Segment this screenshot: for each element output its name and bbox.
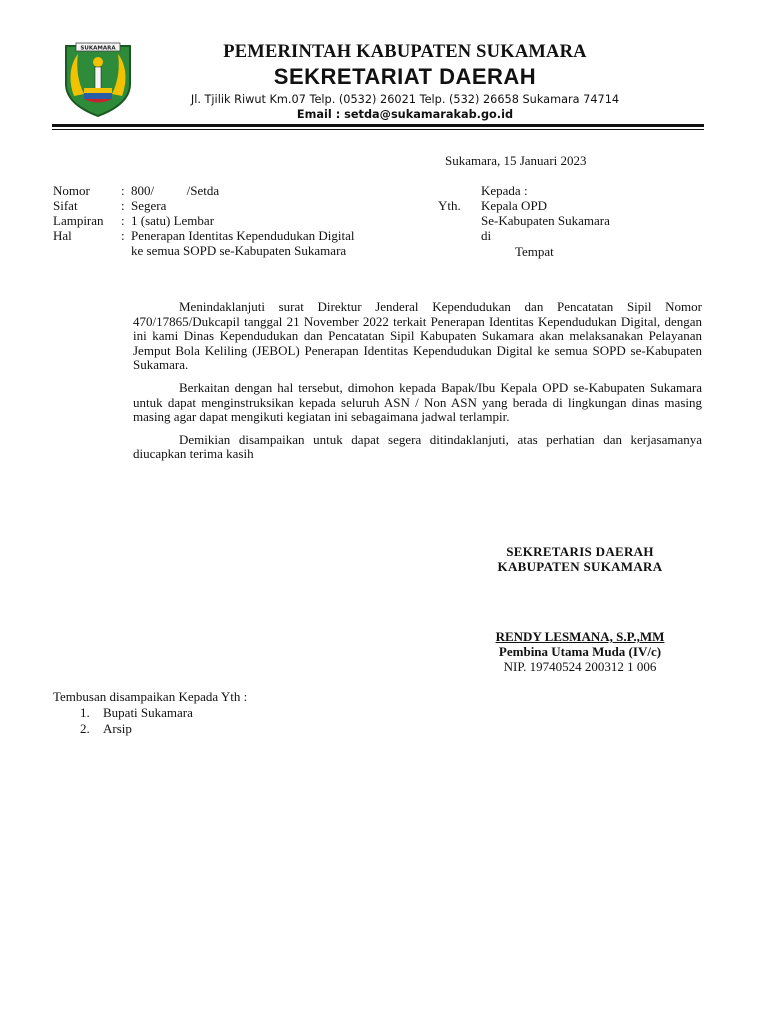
svg-text:SUKAMARA: SUKAMARA	[80, 45, 116, 52]
meta-label: Nomor	[53, 183, 90, 198]
body-paragraph: Menindaklanjuti surat Direktur Jenderal Kependudukan dan Pencatatan Sipil Nomor 470/17865/Dukcapil tanggal 21 November 2022 terkait Penerapan Identitas Kependudukan Digital, dengan ini kami Dinas Kependudukan dan Pencatatan Sipil Kabupaten Sukamara akan melaksanakan Pelayanan Jemput Bola Keliling (JEBOL) Penerapan Identitas Kependudukan Digital ke semua SOPD se-Kabupaten Sukamara.	[133, 299, 702, 373]
body-paragraph: Demikian disampaikan untuk dapat segera ditindaklanjuti, atas perhatian dan kerjasamanya diucapkan terima kasih	[133, 431, 702, 462]
addressee-kepada: Kepada :	[481, 183, 528, 198]
signatory-nip: NIP. 19740524 200312 1 006	[503, 659, 657, 674]
meta-row-sifat	[53, 198, 354, 213]
cc-item-number: 2.	[80, 721, 90, 736]
addressee-line: Se-Kabupaten Sukamara	[481, 213, 610, 228]
addressee-line: Kepala OPD	[481, 198, 548, 213]
meta-row-lampiran	[53, 213, 354, 228]
cc-title: Tembusan disampaikan Kepada Yth :	[53, 689, 248, 704]
addressee-line: di	[481, 228, 492, 243]
meta-label: Lampiran	[53, 213, 104, 228]
meta-label: Hal	[53, 228, 72, 243]
meta-colon: :	[121, 213, 125, 228]
cc-item	[80, 705, 193, 721]
meta-value: 1 (satu) Lembar	[131, 213, 215, 228]
letter-body	[133, 300, 702, 470]
place-date: Sukamara, 15 Januari 2023	[445, 153, 587, 168]
cc-item-text: Arsip	[103, 721, 132, 736]
cc-item-number: 1.	[80, 705, 90, 720]
meta-colon: :	[121, 183, 125, 198]
letter-meta	[53, 183, 354, 258]
cc-item	[80, 721, 193, 737]
meta-value-continued: ke semua SOPD se-Kabupaten Sukamara	[131, 243, 347, 258]
signature-title-line1: SEKRETARIS DAERAH	[506, 544, 654, 559]
office-name: SEKRETARIAT DAERAH	[273, 64, 537, 89]
letterhead-rule-thick	[52, 124, 704, 127]
signatory-rank: Pembina Utama Muda (IV/c)	[498, 644, 662, 659]
signature-title-line2: KABUPATEN SUKAMARA	[497, 559, 663, 574]
meta-value: Segera	[131, 198, 167, 213]
meta-value: Penerapan Identitas Kependudukan Digital	[131, 228, 355, 243]
meta-label: Sifat	[53, 198, 78, 213]
addressee-yth: Yth.	[438, 198, 461, 213]
cc-item-text: Bupati Sukamara	[103, 705, 193, 720]
meta-colon: :	[121, 198, 125, 213]
body-paragraph: Berkaitan dengan hal tersebut, dimohon kepada Bapak/Ibu Kepala OPD se-Kabupaten Sukamara untuk dapat menginstruksikan kepada seluruh ASN / Non ASN yang berada di lingkungan dinas masing masing agar dapat mengikuti kegiatan ini sebagaimana jadwal terlampir.	[133, 379, 702, 425]
letterhead-rule-thin	[52, 129, 704, 130]
government-name: PEMERINTAH KABUPATEN SUKAMARA	[223, 42, 587, 62]
signature-title	[440, 544, 720, 574]
meta-row-hal-cont	[53, 243, 354, 258]
meta-row-hal	[53, 228, 354, 243]
meta-value: 800/ /Setda	[131, 183, 220, 198]
cc-list	[80, 705, 193, 737]
office-email: Email : setda@sukamarakab.go.id	[296, 108, 514, 121]
meta-row-nomor	[53, 183, 354, 198]
signatory-name: RENDY LESMANA, S.P.,MM	[495, 629, 665, 644]
meta-colon: :	[121, 228, 125, 243]
regency-crest-icon	[62, 40, 134, 118]
addressee-block	[481, 183, 610, 243]
office-address: Jl. Tjilik Riwut Km.07 Telp. (0532) 26021 Telp. (532) 26658 Sukamara 74714	[190, 93, 620, 106]
addressee-place: Tempat	[515, 244, 554, 259]
